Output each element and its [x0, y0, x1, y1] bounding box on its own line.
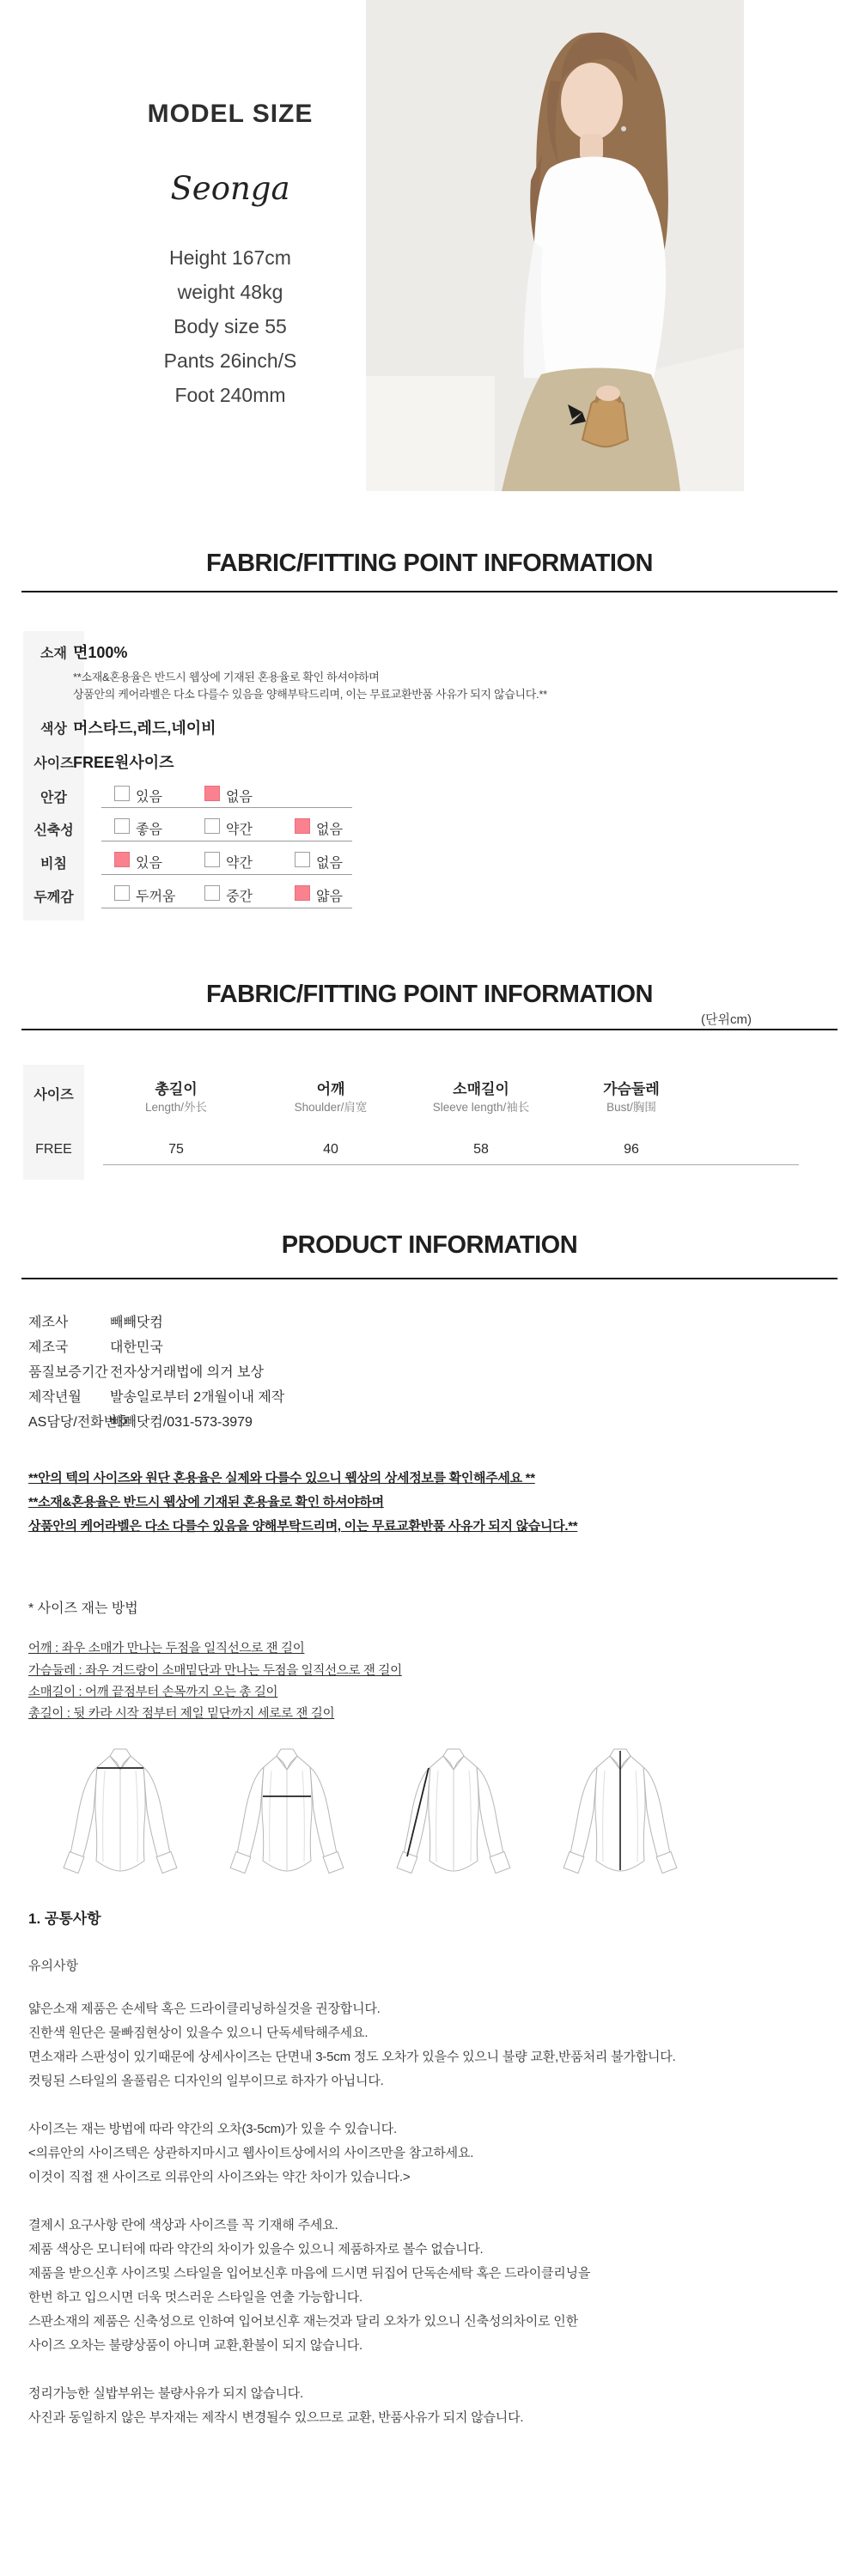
sheerness-option-3-checkbox: [295, 852, 310, 867]
as-contact-label: AS담당/전화번호: [28, 1415, 131, 1430]
material-note-2: 상품안의 케어라벨은 다소 다를수 있음을 양해부탁드리며, 이는 무료교환반품 사유가 되지 않습니다.**: [73, 688, 547, 701]
size-value-shoulder: 40: [323, 1142, 338, 1157]
size-value: FREE원사이즈: [73, 754, 174, 771]
note-line: 사이즈는 재는 방법에 따라 약간의 오차(3-5cm)가 있을 수 있습니다.: [28, 2122, 397, 2136]
note-line: 제품을 받으신후 사이즈및 스타일을 입어보신후 마음에 드시면 뒤집어 단독손세탁 혹은 드라이클리닝을: [28, 2266, 591, 2281]
note-line: 한번 하고 입으시면 더욱 멋스러운 스타일을 연출 가능합니다.: [28, 2290, 362, 2305]
column-subheader-bust: Bust/胸围: [606, 1101, 656, 1114]
country-value: 대한민국: [110, 1340, 163, 1355]
row-divider: [103, 1164, 799, 1165]
note-line: 이것이 직접 잰 사이즈로 의류안의 사이즈와는 약간 차이가 있습니다.>: [28, 2170, 411, 2184]
lining-label: 안감: [40, 791, 67, 805]
common-notes-heading: 1. 공통사항: [28, 1911, 101, 1927]
lining-option-1-label: 있음: [136, 790, 162, 805]
elasticity-option-1-checkbox: [114, 818, 130, 834]
model-photo: [366, 0, 744, 491]
fabric-info-title: FABRIC/FITTING POINT INFORMATION: [206, 550, 653, 577]
product-info-title: PRODUCT INFORMATION: [281, 1231, 578, 1259]
thickness-option-2-checkbox: [204, 885, 220, 901]
thickness-option-1-checkbox: [114, 885, 130, 901]
size-chart-title: FABRIC/FITTING POINT INFORMATION: [206, 981, 653, 1008]
size-chart-label-column: [23, 1065, 84, 1180]
sheerness-option-2-label: 약간: [226, 856, 253, 871]
notes-group-defects: [28, 2382, 853, 2430]
size-value-sleeve: 58: [473, 1142, 489, 1157]
model-spec-pants: Pants 26inch/S: [163, 349, 297, 372]
note-line: 사이즈 오차는 불량상품이 아니며 교환,환불이 되지 않습니다.: [28, 2338, 362, 2353]
elasticity-option-2-label: 약간: [226, 823, 253, 837]
as-contact-value: 빼빼닷컴/031-573-3979: [110, 1415, 253, 1430]
shirt-diagram-length: [551, 1741, 689, 1887]
color-value: 머스타드,레드,네이비: [73, 720, 216, 737]
elasticity-option-1-label: 좋음: [136, 823, 162, 837]
material-note-1: **소재&혼용율은 반드시 웹상에 기재된 혼용율로 확인 하셔야하며: [73, 671, 380, 683]
manufacturer-value: 빼빼닷컴: [110, 1315, 163, 1330]
notes-group-order: [28, 2214, 853, 2358]
size-value-bust: 96: [624, 1142, 639, 1157]
row-divider: [101, 807, 352, 808]
column-subheader-sleeve: Sleeve length/袖长: [432, 1101, 530, 1114]
model-spec-height: Height 167cm: [169, 246, 291, 269]
production-date-value: 발송일로부터 2개월이내 제작: [110, 1390, 285, 1405]
notes-group-size-tolerance: [28, 2117, 853, 2190]
model-size-title: MODEL SIZE: [147, 100, 314, 128]
lining-option-2-label: 없음: [226, 790, 253, 805]
production-date-label: 제작년월: [28, 1390, 82, 1405]
sheerness-option-1-checkbox: [114, 852, 130, 867]
thickness-option-2-label: 중간: [226, 890, 253, 904]
shirt-diagram-sleeve: [385, 1741, 522, 1887]
size-chart-label-header: 사이즈: [34, 1088, 74, 1103]
sheerness-option-3-label: 없음: [316, 856, 343, 871]
model-spec-weight: weight 48kg: [177, 281, 283, 303]
elasticity-label: 신축성: [34, 823, 74, 838]
measure-guide-bust: 가슴둘레 : 좌우 겨드랑이 소매밑단과 만나는 두점을 일직선으로 잰 길이: [28, 1664, 402, 1678]
measure-guide-shoulder: 어깨 : 좌우 소매가 만나는 두점을 일직선으로 잰 길이: [28, 1642, 305, 1656]
note-line: 진한색 원단은 물빠짐현상이 있을수 있으니 단독세탁해주세요.: [28, 2026, 369, 2040]
material-value: 면100%: [73, 644, 128, 661]
sheerness-option-1-label: 있음: [136, 856, 162, 871]
material-label: 소재: [40, 647, 67, 661]
model-spec-body: Body size 55: [174, 315, 287, 337]
column-header-sleeve: 소매길이: [453, 1081, 509, 1097]
measure-guide-length: 총길이 : 뒷 카라 시작 점부터 제일 밑단까지 세로로 잰 길이: [28, 1707, 335, 1721]
column-header-length: 총길이: [155, 1081, 198, 1097]
manufacturer-label: 제조사: [28, 1315, 69, 1330]
lining-option-1-checkbox: [114, 786, 130, 801]
thickness-label: 두께감: [34, 890, 74, 905]
row-divider: [101, 874, 352, 875]
thickness-option-1-label: 두꺼움: [136, 890, 176, 904]
sheerness-option-2-checkbox: [204, 852, 220, 867]
warning-line-2: **소재&혼용율은 반드시 웹상에 기재된 혼용율로 확인 하셔야하며: [28, 1495, 384, 1510]
sheerness-label: 비침: [40, 857, 67, 872]
shirt-diagram-shoulder: [52, 1741, 189, 1887]
size-value-length: 75: [168, 1142, 184, 1157]
column-header-bust: 가슴둘레: [603, 1081, 660, 1097]
note-line: 결제시 요구사항 란에 색상과 사이즈를 꼭 기재해 주세요.: [28, 2218, 338, 2233]
measure-guide-sleeve: 소매길이 : 어깨 끝점부터 손목까지 오는 총 길이: [28, 1686, 278, 1699]
note-line: <의류안의 사이즈텍은 상관하지마시고 웹사이트상에서의 사이즈만을 참고하세요.: [28, 2146, 474, 2160]
note-line: 제품 색상은 모니터에 따라 약간의 차이가 있을수 있으니 제품하자로 볼수 없습니다.: [28, 2242, 484, 2257]
shirt-diagrams: [0, 1741, 859, 1889]
thickness-option-3-checkbox: [295, 885, 310, 901]
column-subheader-length: Length/外长: [144, 1101, 208, 1114]
note-line: 면소재라 스판성이 있기때문에 상세사이즈는 단면내 3-5cm 정도 오차가 있을수 있으니 불량 교환,반품처리 불가합니다.: [28, 2050, 676, 2064]
model-photo-illustration: [366, 0, 744, 491]
elasticity-option-3-checkbox: [295, 818, 310, 834]
warning-line-1: **안의 텍의 사이즈와 원단 혼용율은 실제와 다를수 있으니 웹상의 상세정보를 확인해주세요 **: [28, 1471, 535, 1485]
thickness-option-3-label: 얇음: [316, 890, 343, 904]
model-spec-foot: Foot 240mm: [174, 384, 286, 406]
warning-line-3: 상품안의 케어라벨은 다소 다를수 있음을 양해부탁드리며, 이는 무료교환반품 사유가 되지 않습니다.**: [28, 1519, 578, 1534]
size-label: 사이즈: [34, 756, 74, 771]
note-line: 스판소재의 제품은 신축성으로 인하여 입어보신후 재는것과 달리 오차가 있으니 신축성의차이로 인한: [28, 2314, 578, 2329]
note-line: 정리가능한 실밥부위는 불량사유가 되지 않습니다.: [28, 2386, 303, 2401]
note-line: 사진과 동일하지 않은 부자재는 제작시 변경될수 있으므로 교환, 반품사유가 되지 않습니다.: [28, 2410, 524, 2425]
column-header-shoulder: 어깨: [316, 1081, 345, 1097]
divider-line: [21, 1029, 838, 1030]
divider-line: [21, 591, 838, 592]
country-label: 제조국: [28, 1340, 69, 1355]
measure-guide-title: * 사이즈 재는 방법: [28, 1601, 138, 1616]
warranty-value: 전자상거래법에 의거 보상: [110, 1365, 264, 1380]
size-chart-unit: (단위cm): [701, 1012, 752, 1027]
column-subheader-shoulder: Shoulder/肩宽: [294, 1101, 368, 1114]
warranty-label: 품질보증기간: [28, 1365, 108, 1380]
divider-line: [21, 1278, 838, 1279]
common-notes-subheading: 유의사항: [28, 1959, 78, 1973]
notes-group-washing: [28, 1997, 853, 2093]
note-line: 컷팅된 스타일의 올풀림은 디자인의 일부이므로 하자가 아닙니다.: [28, 2074, 384, 2088]
lining-option-2-checkbox: [204, 786, 220, 801]
size-row-label: FREE: [35, 1142, 72, 1157]
color-label: 색상: [40, 722, 67, 737]
shirt-diagram-bust: [218, 1741, 356, 1887]
elasticity-option-3-label: 없음: [316, 823, 343, 837]
elasticity-option-2-checkbox: [204, 818, 220, 834]
model-name: Seonga: [170, 170, 290, 207]
note-line: 얇은소재 제품은 손세탁 혹은 드라이클리닝하실것을 권장합니다.: [28, 2002, 381, 2016]
